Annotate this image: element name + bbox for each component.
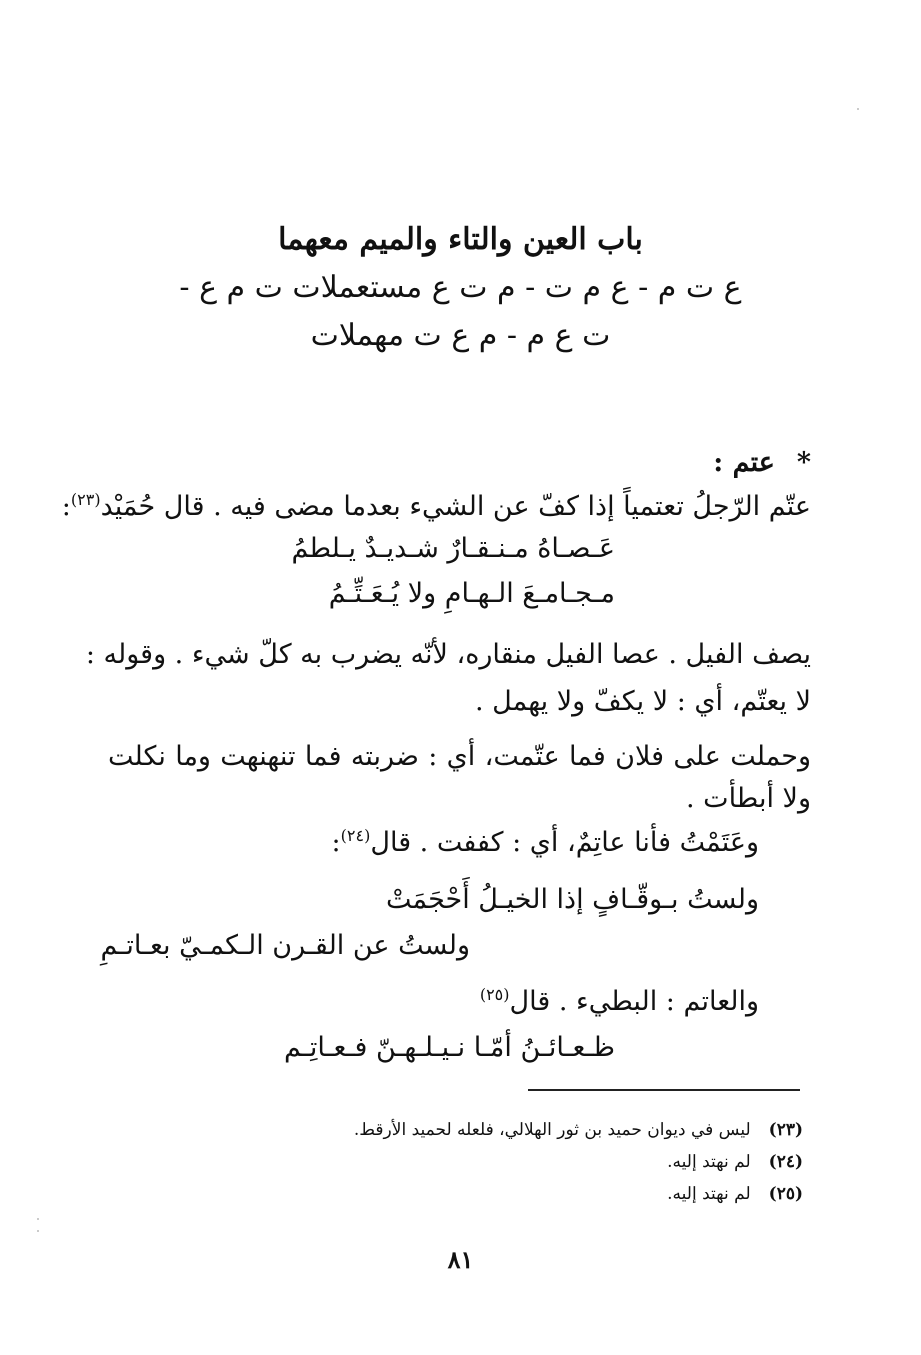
chapter-subtitle-line-2: ت ع م - م ع ت مهملات [310,318,611,353]
paragraph-3-line-1: وحملت على فلان فما عتّمت، أي : ضربته فما تنهنهت وما نكلت [108,741,811,772]
footnote-text: لم نهتد إليه. [667,1184,751,1204]
footnote-number: (٢٣) [768,1120,803,1140]
footnote-24 [667,1152,803,1172]
chapter-subtitle-line-1: ع ت م - ع م ت - م ت ع مستعملات ت م ع - [179,270,742,305]
footnote-25 [667,1184,803,1204]
paragraph-5 [480,985,759,1017]
paragraph-2-line-2: لا يعتّم، أي : لا يكفّ ولا يهمل . [475,686,811,717]
footnote-number: (٢٤) [768,1152,803,1172]
verse-2-first-hemistich: ولستُ بـوقّـافٍ إذا الخيـلُ أَحْجَمَتْ [385,884,759,915]
page-number: ٨١ [447,1245,474,1274]
paragraph-5-text: والعاتم : البطيء . قال [509,986,759,1017]
entry-heading-text: عتم : [713,447,775,478]
footnote-ref-25[interactable]: (٢٥) [479,985,510,1004]
entry-heading [713,447,811,478]
scan-speck [857,108,859,110]
footnote-separator [528,1089,800,1091]
verse-1-second-hemistich: مـجـامـعَ الـهـامِ ولا يُـعَـتِّـمُ [328,578,615,609]
paragraph-4 [332,826,759,858]
verse-2-second-hemistich: ولستُ عن القـرن الـكمـيّ بعـاتـمِ [100,930,470,961]
chapter-title: باب العين والتاء والميم معهما [278,222,643,257]
verse-1-first-hemistich: عَـصـاهُ مـنـقـارٌ شـديـدٌ يـلطمُ [291,533,615,564]
footnote-number: (٢٥) [768,1184,803,1204]
footnote-ref-23[interactable]: (٢٣) [70,490,101,509]
paragraph-4-colon: : [331,827,341,858]
entry-line-1-colon: : [61,491,71,522]
footnote-ref-24[interactable]: (٢٤) [340,826,371,845]
footnote-23 [354,1120,803,1140]
star-icon: * [796,447,811,478]
paragraph-2-line-1: يصف الفيل . عصا الفيل منقاره، لأنّه يضرب به كلّ شيء . وقوله : [85,639,811,670]
footnote-text: ليس في ديوان حميد بن ثور الهلالي، فلعله لحميد الأرقط. [353,1120,751,1140]
paragraph-4-text: وعَتَمْتُ فأنا عاتِمٌ، أي : كففت . قال [370,827,759,858]
footnote-text: لم نهتد إليه. [667,1152,751,1172]
paragraph-3-line-2: ولا أبطأت . [686,783,811,814]
verse-3: ظـعـائـنُ أمّـا نـيـلـهـنّ فـعـاتِـم [283,1032,615,1063]
scan-speck [37,1230,39,1232]
entry-line-1 [62,490,811,522]
scan-speck [37,1218,39,1220]
entry-line-1-text: عتّم الرّجلُ تعتمياً إذا كفّ عن الشيء بعدما مضى فيه . قال حُمَيْد [100,491,811,522]
